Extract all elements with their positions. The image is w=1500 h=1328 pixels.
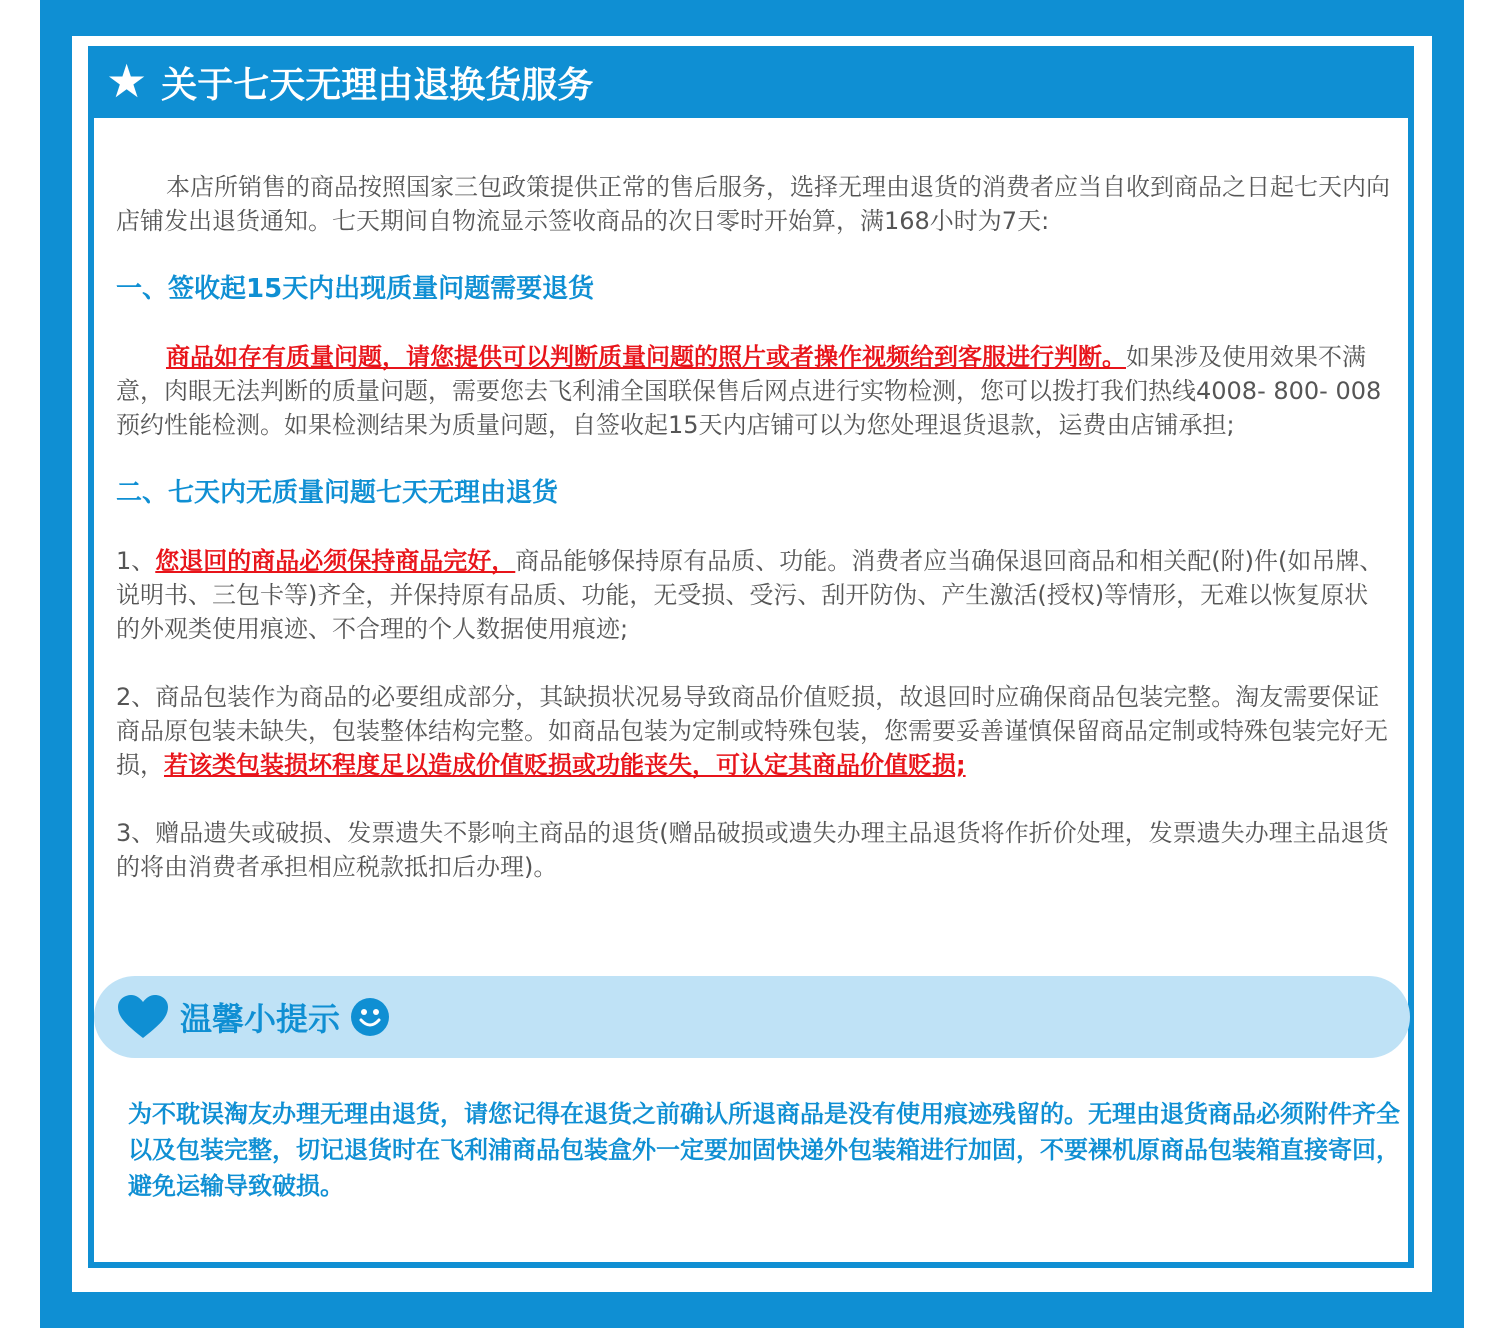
section1-heading: 一、签收起15天内出现质量问题需要退货 xyxy=(116,274,595,304)
tips-title: 温馨小提示 xyxy=(180,1000,341,1038)
section2-item1 xyxy=(116,544,1392,646)
tips-text: 为不耽误淘友办理无理由退货，请您记得在退货之前确认所退商品是没有使用痕迹残留的。无理由退货商品必须附件齐全以及包装完整，切记退货时在飞利浦商品包装盒外一定要加固快递外包装箱进行加固，不要裸机原商品包装箱直接寄回，避免运输导致破损。 xyxy=(128,1100,1400,1200)
item1-rest: 商品能够保持原有品质、功能。消费者应当确保退回商品和相关配(附)件(如吊牌、说明书、三包卡等)齐全，并保持原有品质、功能，无受损、受污、刮开防伪、产生激活(授权)等情形，无难以恢复原状的外观类使用痕迹、不合理的个人数据使用痕迹; xyxy=(116,547,1384,643)
panel-header xyxy=(88,46,1414,118)
section1-rest: 如果涉及使用效果不满意，肉眼无法判断的质量问题，需要您去飞利浦全国联保售后网点进行实物检测，您可以拨打我们热线4008- 800- 008预约性能检测。如果检测结果为质量问题，自签收起15天内店铺可以为您处理退货退款，运费由店铺承担; xyxy=(116,343,1382,439)
heart-icon xyxy=(116,994,170,1040)
tips-inner xyxy=(116,976,390,1058)
item1-prefix: 1、 xyxy=(116,547,156,575)
page-title: 关于七天无理由退换货服务 xyxy=(161,64,594,106)
section2-heading: 二、七天内无质量问题七天无理由退货 xyxy=(116,478,559,508)
section1-paragraph xyxy=(116,340,1392,442)
section2-item3: 3、赠品遗失或破损、发票遗失不影响主商品的退货(赠品破损或遗失办理主品退货将作折价处理，发票遗失办理主品退货的将由消费者承担相应税款抵扣后办理)。 xyxy=(116,819,1389,881)
item2-highlight: 若该类包装损坏程度足以造成价值贬损或功能丧失，可认定其商品价值贬损; xyxy=(164,751,966,779)
smile-icon xyxy=(350,997,390,1037)
section1-highlight: 商品如存有质量问题，请您提供可以判断质量问题的照片或者操作视频给到客服进行判断。 xyxy=(166,343,1126,371)
intro-paragraph: 本店所销售的商品按照国家三包政策提供正常的售后服务，选择无理由退货的消费者应当自收到商品之日起七天内向店铺发出退货通知。七天期间自物流显示签收商品的次日零时开始算，满168小时为7天: xyxy=(116,173,1390,235)
policy-content xyxy=(116,170,1392,884)
tips-bar xyxy=(94,976,1410,1058)
item2-text: 2、商品包装作为商品的必要组成部分，其缺损状况易导致商品价值贬损，故退回时应确保商品包装完整。淘友需要保证商品原包装未缺失，包装整体结构完整。如商品包装为定制或特殊包装，您需要妥善谨慎保留商品定制或特殊包装完好无损， xyxy=(116,683,1388,779)
header-inner xyxy=(106,46,593,118)
item1-highlight: 您退回的商品必须保持商品完好， xyxy=(155,547,516,575)
star-icon: ★ xyxy=(106,54,148,108)
section2-item2 xyxy=(116,680,1392,782)
